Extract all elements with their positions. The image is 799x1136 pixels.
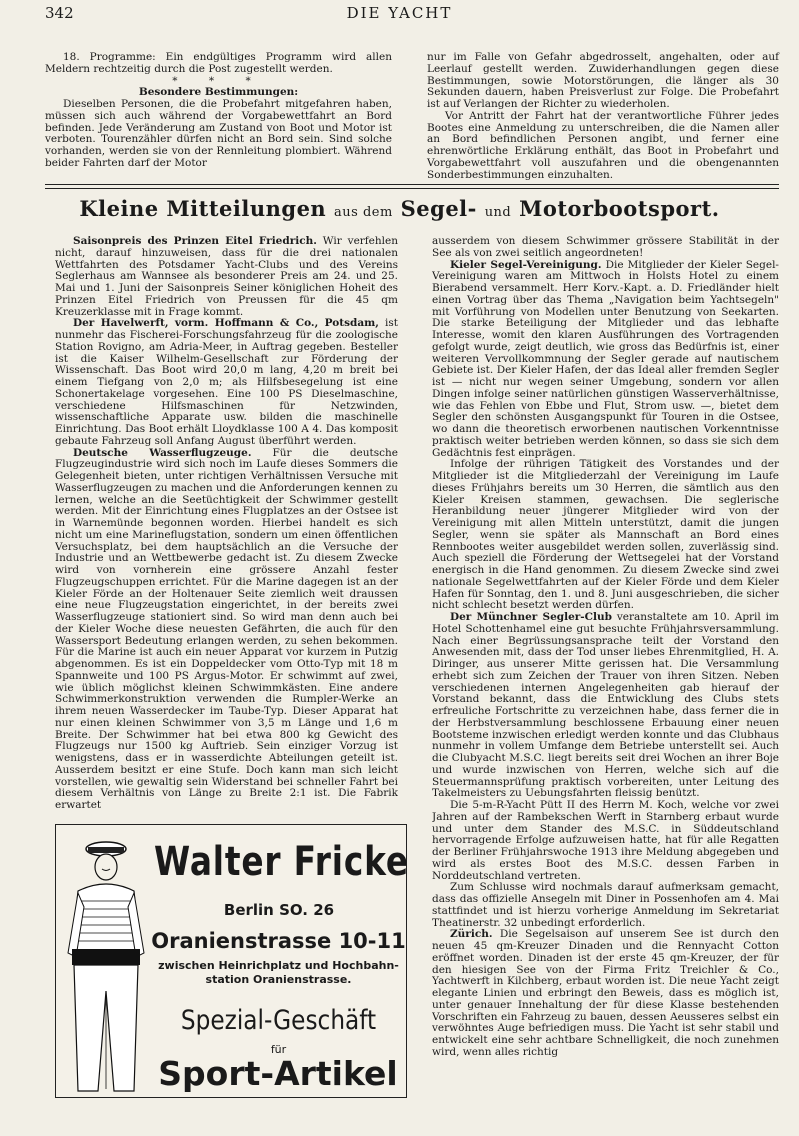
continued-paragraph: nur im Falle von Gefahr abgedrosselt, angehalten, oder auf Leerlauf gestellt werden. Zuwiderhandlungen gegen diese Bestimmungen, sowie Motorstörungen, die länger als 30 Sekunden dauern, haben Preisverlust zur Folge. Die Probefahrt ist auf Verlangen der Richter zu wiederholen.	[427, 51, 779, 110]
section-heading	[0, 196, 799, 221]
article-muenchner-yacht: Die 5-m-R-Yacht Pütt II des Herrn M. Koch, welche vor zwei Jahren auf der Rambekschen Werft in Starnberg erbaut wurde und unter dem Stander des M.S.C. in Süddeutschland hervorragende Erfolge aufzuweisen hatte, hat für alle Regatten der Berliner Frühjahrswoche 1913 ihre Meldung abgegeben und wird als erstes Boot des M.S.C. dessen Farben in Norddeutschland vertreten.	[432, 799, 779, 882]
ad-sport-articles: Sport-Artikel	[158, 1054, 398, 1093]
ad-specialty: Spezial-Geschäft	[180, 1005, 377, 1036]
special-rules-heading: Besondere Bestimmungen:	[138, 86, 299, 99]
section-title-part: und	[484, 205, 512, 220]
article-body: Wir verfehlen nicht, darauf hinzuweisen, dass für die drei nationalen Wettfahrten des Potsdamer Yacht-Clubs und des Vereins Seglerhaus am Wannsee als besonderer Preis am 24. und 25. Mai und 1. Juni der Saisonpreis Seiner königlichen Hoheit des Prinzen Eitel Friedrich von Preussen für die 45 qm Kreuzerklasse mit in Frage kommt.	[55, 236, 398, 318]
article-heading: Der Münchner Segler-Club	[450, 611, 612, 623]
running-title: DIE YACHT	[346, 4, 453, 22]
article-body: ist nunmehr das Fischerei-Forschungsfahrzeug für die zoologische Station Rovigno, am Adria-Meer, in Auftrag gegeben. Besteller ist die Kaiser Wilhelm-Gesellschaft zur Förderung der Wissenschaft. Das Boot wird 20,0 m lang, 4,20 m breit bei einem Tiefgang von 2,0 m; als Hilfsbesegelung ist eine Schonertakelage vorgesehen. Eine 100 PS Dieselmaschine, verschiedene Hilfsmaschinen für Netzwinden, wissenschaftliche Apparate usw. bilden die maschinelle Einrichtung. Das Boot erhält Lloydklasse 100 A 4. Das komposit gebaute Fahrzeug soll Anfang August überführt werden.	[55, 317, 398, 447]
continued-paragraph: ausserdem von diesem Schwimmer grössere Stabilität in der See als von zwei seitlich angeordneten!	[432, 236, 779, 259]
article-muenchner	[432, 612, 779, 800]
article-zuerich	[432, 929, 779, 1058]
article-body: Die Mitglieder der Kieler Segel-Vereinigung waren am Mittwoch in Holsts Hotel zu einem Bierabend versammelt. Herr Korv.-Kapt. a. D. Friedländer hielt einen Vortrag über das Thema „Navigation beim Yachtsegeln" mit Vorführung von Modellen unter Benutzung von Seekarten. Die starke Beteiligung der Mitglieder und das lebhafte Interesse, womit den klaren Ausführungen des Vortragenden gefolgt wurde, zeigt deutlich, wie gross das Bedürfnis ist, einer weiteren Vervollkommnung der Segler gerade auf nautischem Gebiete ist. Der Kieler Hafen, der das Ideal aller fremden Segler ist — nicht nur wegen seiner Umgebung, sondern vor allen Dingen infolge seiner natürlichen günstigen Wasserverhältnisse, wie das Fehlen von Ebbe und Flut, Strom usw. —, bietet dem Segler den schönsten Ausgangspunkt für Touren in die Ostsee, wo dann die theoretisch erworbenen nautischen Vorkenntnisse praktisch weiter betrieben werden können, so dass sie sich dem Gedächtnis fest einprägen.	[432, 258, 779, 459]
article-body: veranstaltete am 10. April im Hotel Schottenhamel eine gut besuchte Frühjahrsversammlung. Nach einer Begrüssungsansprache teilt der Vorstand den Anwesenden mit, dass der Tod unser liebes Ehrenmitglied, H. A. Diringer, aus unserer Mitte gerissen hat. Die Versammlung erhebt sich zum Zeichen der Trauer von ihren Sitzen. Neben verschiedenen internen Angelegenheiten gab hierauf der Vorstand bekannt, dass die Entwicklung des Clubs stets erfreuliche Fortschritte zu verzeichnen habe, dass ferner die in der Herbstversammlung beschlossene Erbauung einer neuen Bootsteme inzwischen erledigt werden konnte und das Clubhaus nunmehr in vollem Umfange dem Betriebe unterstellt sei. Auch die Clubyacht M.S.C. liegt bereits seit drei Wochen an ihrer Boje und wurde inzwischen von Herren, welche sich auf die Steuermannsprüfung praktisch vorbereiten, unter Leitung des Takelmeisters zu Uebungsfahrten fleissig benützt.	[432, 611, 779, 800]
article-kieler	[432, 260, 779, 460]
ad-city: Berlin SO. 26	[223, 901, 335, 919]
special-rules-paragraph: Dieselben Personen, die die Probefahrt mitgefahren haben, müssen sich auch während der Vorgabewettfahrt an Bord befinden. Jede Veränderung am Zustand von Boot und Motor ist verboten. Tourenzähler dürfen nicht an Bord sein. Sind solche vorhanden, werden sie von der Rennleitung plombiert. Während beider Fahrten darf der Motor	[45, 98, 392, 169]
news-right-column	[432, 236, 779, 1116]
programme-paragraph: 18. Programme: Ein endgültiges Programm wird allen Meldern rechtzeitig durch die Post zugestellt werden.	[45, 51, 392, 75]
article-body: Für die deutsche Flugzeugindustrie wird sich noch im Laufe dieses Sommers die Gelegenheit bieten, unter richtigen Verhältnissen Versuche mit Wasserflugzeugen zu machen und die Anforderungen kennen zu lernen, welche an die Seetüchtigkeit der Schwimmer gestellt werden. Mit der Einrichtung eines Flugplatzes an der Ostsee ist in Warnemünde begonnen worden. Hierbei handelt es sich nicht um eine Marineflugstation, sondern um einen öffentlichen Versuchsplatz, bei dem hauptsächlich an die Versuche der Industrie und an Wettbewerbe gedacht ist. Zu diesem Zwecke wird von vornherein eine grössere Anzahl fester Flugzeugschuppen errichtet. Für die Marine dagegen ist an der Kieler Förde an der Holtenauer Seite ziemlich weit draussen eine neue Flugzeugstation eingerichtet, in der bereits zwei Wasserflugzeuge stationiert sind. So wird man denn auch bei der Kieler Woche diese neuesten Gefährten, die auch für den Wassersport Bedeutung erlangen werden, zu sehen bekommen. Für die Marine ist auch ein neuer Apparat vor kurzem in Putzig abgenommen. Es ist ein Doppeldecker vom Otto-Typ mit 18 m Spannweite und 100 PS Argus-Motor. Er schwimmt auf zwei, wie üblich möglichst kleinen Schwimmkästen. Eine andere Schwimmerkonstruktion verwenden die Rumpler-Werke an ihrem neuen Wasserdecker im Taube-Typ. Dieser Apparat hat nur einen kleinen Schwimmer von 3,5 m Länge und 1,6 m Breite. Der Schwimmer hat bei etwa 800 kg Gewicht des Flugzeugs nur 1500 kg Auftrieb. Sein einziger Vorzug ist wenigstens, dass er in wasserdichte Abteilungen geteilt ist. Ausserdem besitzt er eine Stufe. Doch kann man sich leicht vorstellen, wie gewaltig sein Widerstand bei schneller Fahrt bei diesem Verhältnis von Länge zu Breite 2:1 ist. Die Fabrik erwartet	[55, 446, 398, 811]
article-heading: Zürich.	[450, 928, 493, 941]
section-title-part: aus dem	[334, 205, 393, 220]
sailor-illustration	[58, 831, 153, 1093]
article-heading: Kieler Segel-Vereinigung.	[450, 258, 602, 271]
brand-name: Walter Fricke	[154, 839, 409, 885]
article-heading: Der Havelwerft, vorm. Hoffmann & Co., Potsdam,	[73, 317, 379, 330]
section-title-part: Motorbootsport.	[519, 196, 720, 221]
section-title-part: Segel-	[400, 196, 477, 221]
article-heading: Deutsche Wasserflugzeuge.	[73, 446, 252, 459]
ad-location-note	[151, 959, 406, 987]
ad-location-line: zwischen Heinrichplatz und Hochbahn-	[158, 959, 399, 972]
ad-location-line: station Oranienstrasse.	[205, 973, 352, 986]
section-title-part: Kleine Mitteilungen	[79, 196, 327, 221]
news-left-column	[55, 236, 398, 822]
ad-for: für	[270, 1043, 287, 1056]
top-right-column	[427, 52, 779, 181]
ad-street: Oranienstrasse 10-11	[151, 929, 406, 953]
declaration-paragraph: Vor Antritt der Fahrt hat der verantwortliche Führer jedes Bootes eine Anmeldung zu unterschreiben, die die Namen aller an Bord befindlichen Personen angibt, und ferner eine ehrenwörtliche Erklärung enthält, das Boot in Probefahrt und Vorgabewettfahrt voll auszufahren und die obengenannten Sonderbestimmungen einzuhalten.	[427, 109, 779, 181]
article-muenchner-close: Zum Schlusse wird nochmals darauf aufmerksam gemacht, dass das offizielle Ansegeln mit Diner in Possenhofen am 4. Mai stattfindet und ist hierzu vorherige Anmeldung im Sekretariat Theatinerstr. 32 unbedingt erforderlich.	[432, 881, 779, 929]
section-divider	[45, 184, 779, 189]
top-left-column	[45, 52, 392, 170]
advertisement	[55, 824, 407, 1098]
article-saisonpreis	[55, 236, 398, 318]
article-wasserflugzeuge	[55, 448, 398, 812]
divider-stars: * * *	[172, 74, 265, 87]
article-heading: Saisonpreis des Prinzen Eitel Friedrich.	[73, 236, 317, 247]
article-kieler-cont: Infolge der rührigen Tätigkeit des Vorstandes und der Mitglieder ist die Mitgliederzahl der Vereinigung im Laufe dieses Frühjahrs bereits um 30 Herren, die sämtlich aus den Kieler Kreisen stammen, gewachsen. Die seglerische Heranbildung neuer jüngerer Mitglieder wird von der Vereinigung mit allen Mitteln unterstützt, damit die jungen Segler, wenn sie später als Mannschaft an Bord eines Rennbootes weiter ausgebildet werden sollen, zuverlässig sind. Auch speziell die Förderung der Wettsegelei hat der Vorstand energisch in die Hand genommen. Zu diesem Zwecke sind zwei nationale Segelwettfahrten auf der Kieler Förde und dem Kieler Hafen für Sonntag, den 1. und 8. Juni ausgeschrieben, die sicher nicht schlecht besetzt werden dürfen.	[432, 458, 779, 612]
article-havelwerft	[55, 318, 398, 447]
page-number: 342	[45, 4, 74, 22]
article-body: Die Segelsaison auf unserem See ist durch den neuen 45 qm-Kreuzer Dinaden und die Rennyacht Cotton eröffnet worden. Dinaden ist der erste 45 qm-Kreuzer, der für den hiesigen See von der Firma Fritz Treichler & Co., Yachtwerft in Kilchberg, erbaut worden ist. Die neue Yacht zeigt elegante Linien und erbringt den Beweis, dass es möglich ist, unter genauer Innehaltung der für diese Klasse bestehenden Vorschriften ein Fahrzeug zu bauen, dessen Aeusseres selbst ein verwöhntes Auge befriedigen muss. Die Yacht ist sehr stabil und entwickelt eine sehr achtbare Schnelligkeit, die noch zunehmen wird, wenn alles richtig	[432, 928, 779, 1058]
